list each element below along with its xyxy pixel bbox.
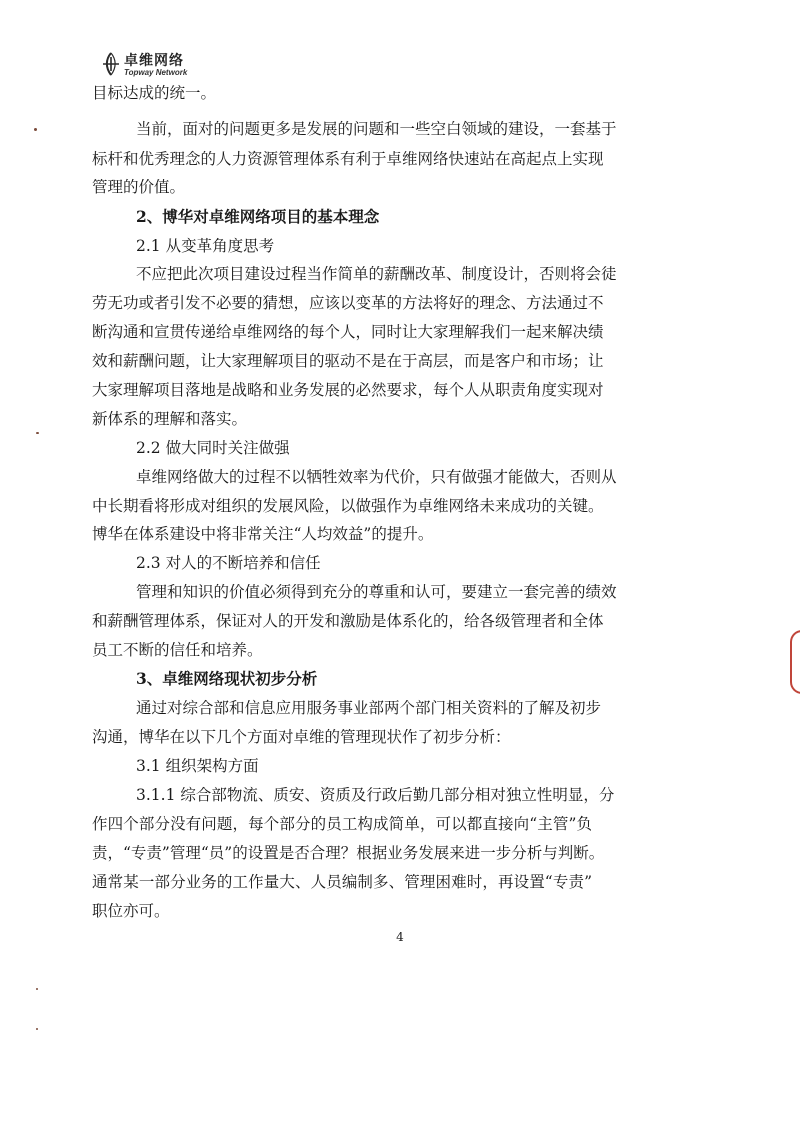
scan-edge-mark [790,630,800,694]
paragraph-line: 断沟通和宣贯传递给卓维网络的每个人，同时让大家理解我们一起来解决绩 [92,323,604,341]
paragraph-line: 大家理解项目落地是战略和业务发展的必然要求，每个人从职责角度实现对 [92,381,604,399]
logo-english-name: Topway Network [124,68,188,77]
paragraph-line: 效和薪酬问题，让大家理解项目的驱动不是在于高层，而是客户和市场；让 [92,352,604,370]
paragraph-line: 管理和知识的价值必须得到充分的尊重和认可，要建立一套完善的绩效 [136,583,617,601]
scan-speck [34,128,37,131]
paragraph-line: 中长期看将形成对组织的发展风险，以做强作为卓维网络未来成功的关键。 [92,497,604,515]
paragraph-line: 新体系的理解和落实。 [92,410,248,428]
paragraph-line: 劳无功或者引发不必要的猜想，应该以变革的方法将好的理念、方法通过不 [92,294,604,312]
logo-star-icon [100,51,122,77]
section-heading: 2、博华对卓维网络项目的基本理念 [136,207,380,226]
subsection-heading: 3.1 组织架构方面 [136,757,259,775]
paragraph-line: 员工不断的信任和培养。 [92,641,263,659]
paragraph-line: 3.1.1 综合部物流、质安、资质及行政后勤几部分相对独立性明显，分 [136,786,615,804]
paragraph-line: 沟通，博华在以下几个方面对卓维的管理现状作了初步分析： [92,728,511,746]
paragraph-line: 管理的价值。 [92,178,186,196]
paragraph-line: 通常某一部分业务的工作量大、人员编制多、管理困难时，再设置“专责” [92,873,592,891]
subsection-heading: 2.1 从变革角度思考 [136,237,275,255]
paragraph-line: 职位亦可。 [92,902,170,920]
subsection-heading: 2.2 做大同时关注做强 [136,439,290,457]
scan-speck [36,1028,38,1030]
paragraph-line: 标杆和优秀理念的人力资源管理体系有利于卓维网络快速站在高起点上实现 [92,150,604,168]
paragraph-line: 和薪酬管理体系，保证对人的开发和激励是体系化的，给各级管理者和全体 [92,612,604,630]
company-logo [100,49,220,81]
scan-speck [36,988,38,990]
paragraph-line: 通过对综合部和信息应用服务事业部两个部门相关资料的了解及初步 [136,699,602,717]
paragraph-line: 当前，面对的问题更多是发展的问题和一些空白领域的建设，一套基于 [136,120,617,138]
logo-chinese-name: 卓维网络 [124,53,184,69]
page-number: 4 [396,930,404,944]
paragraph-line: 责，“专责”管理“员”的设置是否合理？根据业务发展来进一步分析与判断。 [92,844,605,862]
paragraph-line: 卓维网络做大的过程不以牺牲效率为代价，只有做强才能做大，否则从 [136,468,617,486]
section-heading: 3、卓维网络现状初步分析 [136,669,318,688]
paragraph-line: 作四个部分没有问题，每个部分的员工构成简单，可以都直接向“主管”负 [92,815,592,833]
subsection-heading: 2.3 对人的不断培养和信任 [136,554,321,572]
paragraph-line: 不应把此次项目建设过程当作简单的薪酬改革、制度设计，否则将会徒 [136,265,617,283]
paragraph-line: 目标达成的统一。 [92,84,217,102]
scan-speck [36,432,39,434]
paragraph-line: 博华在体系建设中将非常关注“人均效益”的提升。 [92,525,434,543]
